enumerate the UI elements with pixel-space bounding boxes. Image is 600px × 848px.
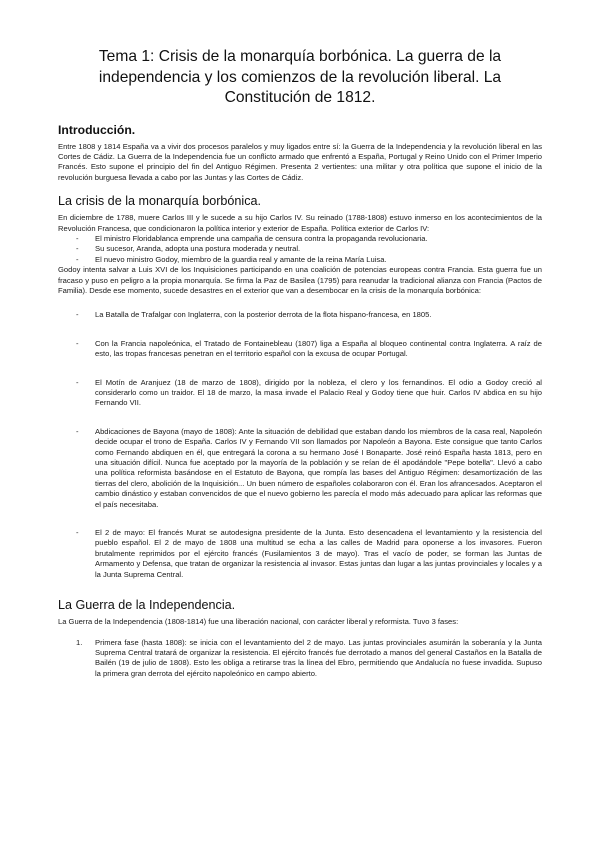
page-title: Tema 1: Crisis de la monarquía borbónica. La guerra de la independencia y los comienzos de la revolución liberal. La Constitución de 1812.: [98, 48, 502, 106]
war-heading: La Guerra de la Independencia.: [58, 598, 236, 613]
intro-paragraph: Entre 1808 y 1814 España va a vivir dos procesos paralelos y muy ligados entre sí: la Guerra de la Independencia y la revolución liberal en las Cortes de Cádiz. La Guerra de la Independencia fue un conflicto armado que enfrentó a España, Portugal y Reino Unido con el Primer Imperio Francés. Esto supone el principio del fin del Antiguo Régimen. Presenta 2 vertientes: una militar y otra política que supone el inicio de la revolución burguesa llevada a cabo por las Juntas y las Cortes de Cádiz.: [58, 141, 542, 182]
crisis-paragraph-2: Godoy intenta salvar a Luis XVI de los Inquisiciones participando en una coalición de potencias europeas contra Francia. Esta guerra fue un fracaso y puso en peligro a la propia monarquía. Se firma la Paz de Basilea (1795) para reanudar la tradicional alianza con Francia (Pactos de Familia). Desde ese momento, sucede desastres en el exterior que van a desembocar en la crisis de la monarquía borbónica:: [58, 265, 542, 295]
phases-list: [58, 638, 542, 680]
crisis-heading: La crisis de la monarquía borbónica.: [58, 194, 262, 209]
phase-text: Primera fase (hasta 1808): se inicia con el levantamiento del 2 de mayo. Las juntas provinciales asumirán la soberanía y la Junta Suprema Central tratará de organizar la resistencia. El ejército francés fue derrotado a manos del general Castaños en la Batalla de Bailén (19 de julio de 1808). Esto les obliga a retirarse tras la línea del Ebro, permitiendo que Andalucía no fuese invadida. Supuso la primera gran derrota del ejército napoleónico en campo abierto.: [95, 637, 542, 678]
ministers-list: [58, 234, 542, 265]
list-item: - La Batalla de Trafalgar con Inglaterra, con la posterior derrota de la flota hispano-francesa, en 1805.: [76, 310, 542, 320]
list-item: - Con la Francia napoleónica, el Tratado de Fontainebleau (1807) liga a España al bloqueo continental contra Inglaterra. A raíz de esto, las tropas francesas penetran en el territorio español con la excusa de ocupar Portugal.: [76, 339, 542, 360]
list-item: - El nuevo ministro Godoy, miembro de la guardia real y amante de la reina María Luisa.: [76, 255, 542, 265]
list-item: - Su sucesor, Aranda, adopta una postura moderada y neutral.: [76, 244, 542, 254]
events-list: [58, 310, 542, 580]
list-item: - Abdicaciones de Bayona (mayo de 1808): Ante la situación de debilidad que estaban dando los miembros de la casa real, Napoleón decide ocupar el trono de España. Carlos IV y Fernando VII son llamados por Napoleón a Bayona. Este consigue que tanto Carlos como Fernando abdiquen en él, que entregará la corona a su hermano José I Bonaparte. José reinó España hasta 1813, pero en una situación difícil. Nunca fue aceptado por la mayoría de la población y se reían de él apodándole "Pepe botella". Llevó a cabo una política reformista basándose en el Estatuto de Bayona, que rompía las bases del Antiguo Régimen: desamortización de las tierras del clero, abolición de la Inquisición... Un buen número de españoles colaboraron con él. Eran los afrancesados. Aceptaron el cambio dinástico y estaban convencidos de que el nuevo gobierno les parecía el modo más adecuado para aplicar las reformas que el país necesitaba.: [76, 427, 542, 510]
phase-number: 1.: [76, 637, 83, 647]
list-item: [76, 638, 542, 680]
war-paragraph: La Guerra de la Independencia (1808-1814) fue una liberación nacional, con carácter liberal y reformista. Tuvo 3 fases:: [58, 617, 459, 627]
list-item: - El Motín de Aranjuez (18 de marzo de 1808), dirigido por la nobleza, el clero y los fernandinos. El odio a Godoy creció al considerarlo como un traidor. El 18 de marzo, la masa invade el Palacio Real y Godoy tiene que huir. Carlos IV abdica en su hijo Fernando VII.: [76, 378, 542, 409]
intro-heading: Introducción.: [58, 122, 136, 137]
list-item: - El ministro Floridablanca emprende una campaña de censura contra la propaganda revolucionaria.: [76, 234, 542, 244]
list-item: - El 2 de mayo: El francés Murat se autodesigna presidente de la Junta. Esto desencadena el levantamiento y la resistencia del pueblo español. El 2 de mayo de 1808 una multitud se echa a las calles de Madrid para oponerse a los invasores. Fueron brutalmente reprimidos por el ejército francés (Fusilamientos 3 de mayo). Tras el vacío de poder, se forman las Juntas de Armamento y Defensa, que tratan de organizar la resistencia al invasor. Estas juntas dan lugar a las juntas provinciales y locales y a la Junta Suprema Central.: [76, 528, 542, 580]
crisis-paragraph-1: En diciembre de 1788, muere Carlos III y le sucede a su hijo Carlos IV. Su reinado (1788-1808) estuvo inmerso en los acontecimientos de la Revolución Francesa, que condicionaron la política interior y exterior de España. Política exterior de Carlos IV:: [58, 213, 542, 233]
